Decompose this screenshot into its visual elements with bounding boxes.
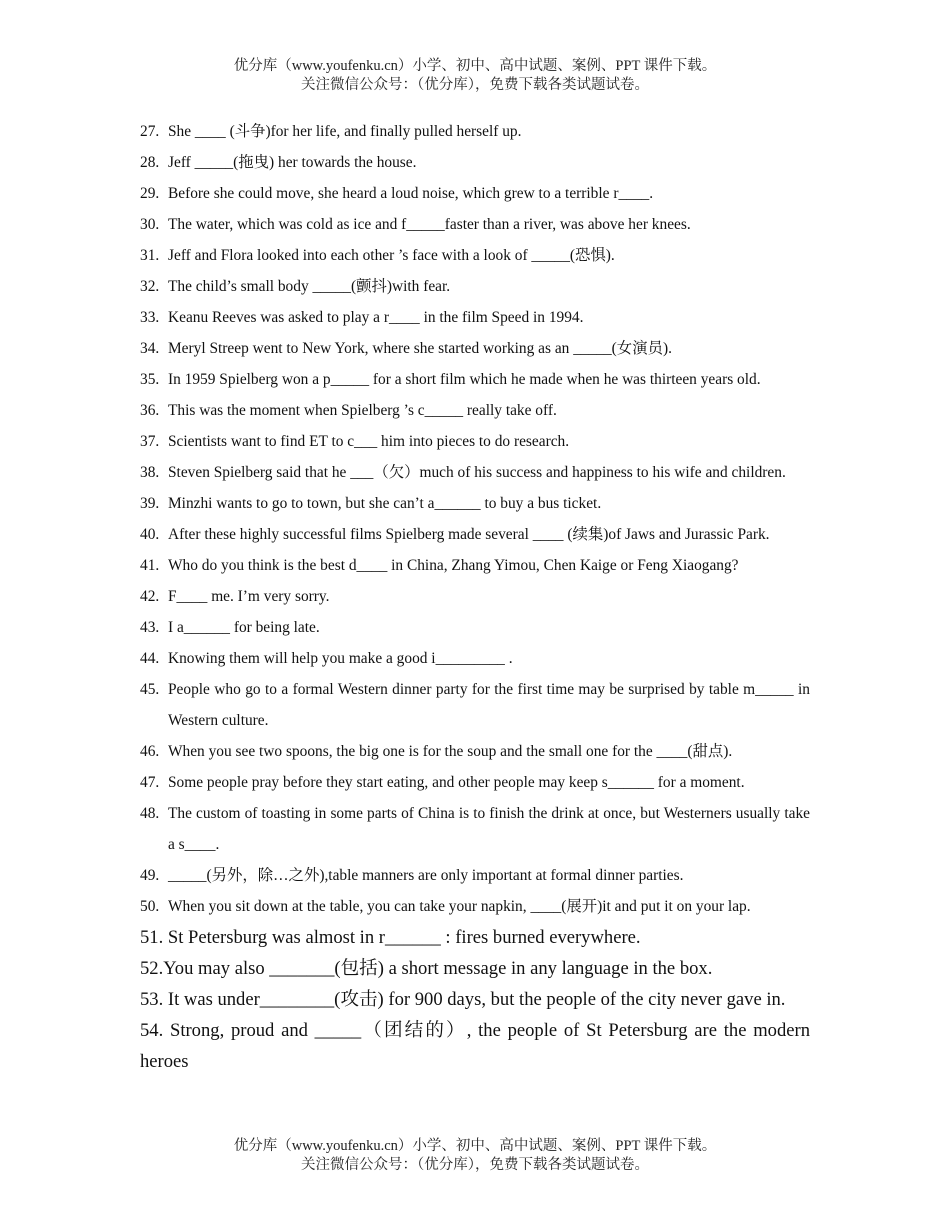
item-number: 27.: [140, 123, 160, 140]
item-text: Minzhi wants to go to town, but she can’t a______ to buy a bus ticket.: [168, 495, 602, 512]
exercise-list: [140, 116, 810, 1077]
large-list-item: 54. Strong, proud and _____（团结的）, the people of St Petersburg are the modern heroes: [140, 1020, 810, 1072]
list-item: [140, 519, 810, 550]
item-number: 44.: [140, 650, 160, 667]
list-item: [140, 860, 810, 891]
list-item: [140, 426, 810, 457]
large-list-item: 51. St Petersburg was almost in r______ : fires burned everywhere.: [140, 927, 641, 948]
item-text: Who do you think is the best d____ in China, Zhang Yimou, Chen Kaige or Feng Xiaogang?: [168, 557, 739, 574]
list-item: [140, 488, 810, 519]
item-text: This was the moment when Spielberg ’s c_____ really take off.: [168, 402, 557, 419]
item-number: 50.: [140, 898, 160, 915]
item-text: In 1959 Spielberg won a p_____ for a short film which he made when he was thirteen years old.: [168, 371, 761, 388]
item-text: F____ me. I’m very sorry.: [168, 588, 330, 605]
header-line-2: 关注微信公众号：（优分库），免费下载各类试题试卷。: [301, 77, 649, 93]
list-item: [140, 178, 810, 209]
item-text: Jeff _____(拖曳) her towards the house.: [168, 154, 417, 171]
page-header: [0, 57, 950, 95]
list-item: [140, 612, 810, 643]
item-number: 33.: [140, 309, 160, 326]
list-item: [140, 302, 810, 333]
item-number: 41.: [140, 557, 160, 574]
item-number: 47.: [140, 774, 160, 791]
footer-line-1: 优分库（www.youfenku.cn）小学、初中、高中试题、案例、PPT 课件下载。: [233, 1138, 717, 1154]
list-item: [140, 395, 810, 426]
list-item: [140, 674, 810, 736]
list-item: [140, 550, 810, 581]
item-number: 49.: [140, 867, 160, 884]
item-text: The custom of toasting in some parts of China is to finish the drink at once, but Westerners usually take a s____.: [168, 805, 810, 853]
item-number: 28.: [140, 154, 160, 171]
list-item: [140, 736, 810, 767]
list-item: [140, 147, 810, 178]
item-text: Knowing them will help you make a good i_________ .: [168, 650, 513, 667]
large-list-item: 52.You may also _______(包括) a short message in any language in the box.: [140, 958, 713, 979]
item-text: Before she could move, she heard a loud noise, which grew to a terrible r____.: [168, 185, 654, 202]
list-item: [140, 798, 810, 860]
item-text: She ____ (斗争)for her life, and finally pulled herself up.: [168, 123, 522, 140]
item-number: 39.: [140, 495, 160, 512]
item-text: Steven Spielberg said that he ___（欠）much of his success and happiness to his wife and children.: [168, 464, 786, 481]
item-number: 38.: [140, 464, 160, 481]
item-text: I a______ for being late.: [168, 619, 320, 636]
item-number: 36.: [140, 402, 160, 419]
item-text: The child’s small body _____(颤抖)with fear.: [168, 278, 451, 295]
item-number: 48.: [140, 805, 160, 822]
item-text: Meryl Streep went to New York, where she started working as an _____(女演员).: [168, 340, 672, 357]
large-list-item: 53. It was under________(攻击) for 900 days, but the people of the city never gave in.: [140, 989, 786, 1010]
item-text: Jeff and Flora looked into each other ’s face with a look of _____(恐惧).: [168, 247, 615, 264]
item-number: 34.: [140, 340, 160, 357]
item-number: 32.: [140, 278, 160, 295]
item-number: 43.: [140, 619, 160, 636]
footer-line-2: 关注微信公众号：（优分库），免费下载各类试题试卷。: [301, 1157, 649, 1173]
list-item: [140, 240, 810, 271]
item-number: 35.: [140, 371, 160, 388]
header-line-1: 优分库（www.youfenku.cn）小学、初中、高中试题、案例、PPT 课件下载。: [233, 58, 717, 74]
list-item: [140, 116, 810, 147]
list-item: [140, 364, 810, 395]
list-item: [140, 209, 810, 240]
item-number: 40.: [140, 526, 160, 543]
item-text: Some people pray before they start eating, and other people may keep s______ for a moment.: [168, 774, 745, 791]
list-item: [140, 333, 810, 364]
item-number: 46.: [140, 743, 160, 760]
item-number: 30.: [140, 216, 160, 233]
item-number: 37.: [140, 433, 160, 450]
item-text: Keanu Reeves was asked to play a r____ in the film Speed in 1994.: [168, 309, 584, 326]
item-number: 45.: [140, 681, 160, 698]
item-text: People who go to a formal Western dinner party for the first time may be surprised by table m_____ in Western culture.: [168, 681, 810, 729]
list-item: [140, 891, 810, 922]
list-item: [140, 643, 810, 674]
item-text: After these highly successful films Spielberg made several ____ (续集)of Jaws and Jurassic Park.: [168, 526, 770, 543]
item-text: When you see two spoons, the big one is for the soup and the small one for the ____(甜点).: [168, 743, 733, 760]
list-item: [140, 457, 810, 488]
list-item: [140, 581, 810, 612]
item-text: The water, which was cold as ice and f_____faster than a river, was above her knees.: [168, 216, 691, 233]
item-text: _____(另外，除…之外),table manners are only important at formal dinner parties.: [168, 867, 684, 884]
list-item: [140, 271, 810, 302]
item-number: 42.: [140, 588, 160, 605]
item-text: Scientists want to find ET to c___ him into pieces to do research.: [168, 433, 570, 450]
item-text: When you sit down at the table, you can take your napkin, ____(展开)it and put it on your lap.: [168, 898, 751, 915]
item-number: 29.: [140, 185, 160, 202]
item-number: 31.: [140, 247, 160, 264]
page-footer: [0, 1137, 950, 1175]
list-item: [140, 767, 810, 798]
